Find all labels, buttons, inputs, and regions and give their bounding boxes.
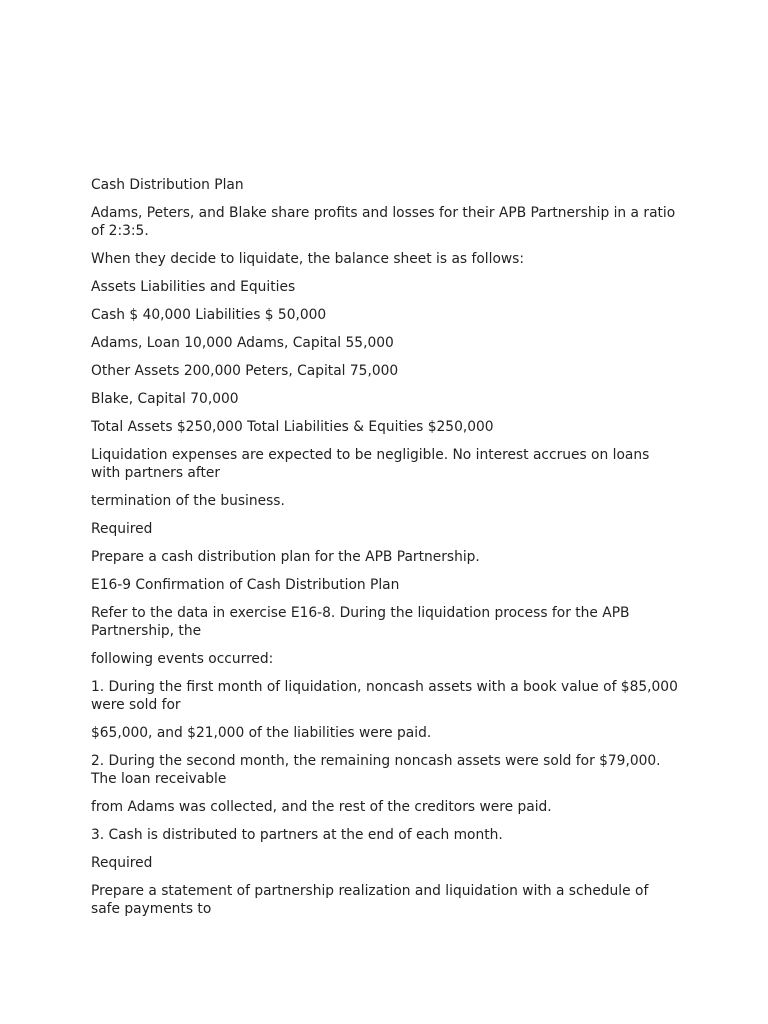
paragraph: When they decide to liquidate, the balance sheet is as follows:	[91, 251, 525, 267]
balance-sheet-row: Blake, Capital 70,000	[91, 391, 239, 407]
balance-sheet-row: Cash $ 40,000 Liabilities $ 50,000	[91, 307, 327, 323]
list-item: 2. During the second month, the remaining noncash assets were sold for $79,000. The loan receivable	[91, 753, 661, 787]
paragraph: termination of the business.	[91, 493, 285, 509]
balance-sheet-total: Total Assets $250,000 Total Liabilities & Equities $250,000	[91, 419, 494, 435]
paragraph: Prepare a cash distribution plan for the APB Partnership.	[91, 549, 480, 565]
list-item-continued: $65,000, and $21,000 of the liabilities were paid.	[91, 725, 432, 741]
balance-sheet-row: Adams, Loan 10,000 Adams, Capital 55,000	[91, 335, 394, 351]
section-title: E16-9 Confirmation of Cash Distribution Plan	[91, 577, 400, 593]
balance-sheet-row: Other Assets 200,000 Peters, Capital 75,000	[91, 363, 399, 379]
balance-sheet-header: Assets Liabilities and Equities	[91, 279, 296, 295]
paragraph: Prepare a statement of partnership realization and liquidation with a schedule of safe payments to	[91, 883, 649, 917]
section-title: Cash Distribution Plan	[91, 177, 244, 193]
list-item: 3. Cash is distributed to partners at the end of each month.	[91, 827, 503, 843]
required-label: Required	[91, 521, 153, 537]
list-item: 1. During the first month of liquidation, noncash assets with a book value of $85,000 were sold for	[91, 679, 678, 713]
required-label: Required	[91, 855, 153, 871]
document-body	[91, 176, 681, 928]
paragraph: Liquidation expenses are expected to be negligible. No interest accrues on loans with partners after	[91, 447, 650, 481]
paragraph: Refer to the data in exercise E16-8. During the liquidation process for the APB Partnership, the	[91, 605, 630, 639]
list-item-continued: from Adams was collected, and the rest of the creditors were paid.	[91, 799, 552, 815]
paragraph: Adams, Peters, and Blake share profits and losses for their APB Partnership in a ratio of 2:3:5.	[91, 205, 676, 239]
paragraph: following events occurred:	[91, 651, 274, 667]
